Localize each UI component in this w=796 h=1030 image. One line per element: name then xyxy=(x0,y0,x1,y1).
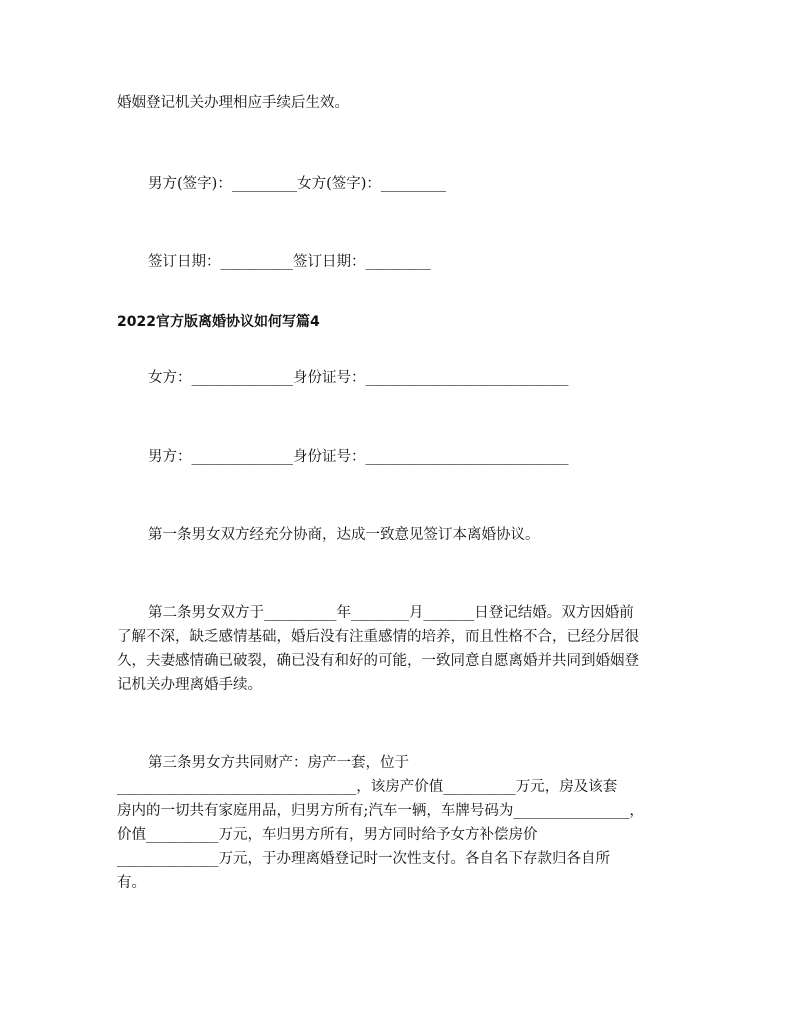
article-3-line: 第三条男女方共同财产：房产一套，位于 xyxy=(148,755,409,771)
article-1-text: 第一条男女双方经充分协商，达成一致意见签订本离婚协议。 xyxy=(148,527,540,543)
female-party-line: 女方：______________身份证号：____________________________ xyxy=(148,370,569,386)
continuation-text: 婚姻登记机关办理相应手续后生效。 xyxy=(117,95,349,111)
article-2-line: 第二条男女双方于__________年________月_______日登记结婚。双方因婚前 xyxy=(148,605,634,621)
signature-line: 男方(签字)：_________女方(签字)：_________ xyxy=(148,176,447,192)
article-3-line: 有。 xyxy=(117,875,146,891)
section-heading: 2022官方版离婚协议如何写篇4 xyxy=(117,314,320,330)
article-2-line: 了解不深，缺乏感情基础，婚后没有注重感情的培养，而且性格不合，已经分居很 xyxy=(117,629,639,645)
article-3-line: 价值__________万元，车归男方所有，男方同时给予女方补偿房价 xyxy=(117,827,538,843)
article-3-line: ______________万元，于办理离婚登记时一次性支付。各自名下存款归各自所 xyxy=(117,851,610,867)
male-party-line: 男方：______________身份证号：____________________________ xyxy=(148,449,569,465)
signing-date-line: 签订日期：__________签订日期：_________ xyxy=(148,254,431,270)
article-2-line: 久，夫妻感情确已破裂，确已没有和好的可能，一致同意自愿离婚并共同到婚姻登 xyxy=(117,653,639,669)
article-3-line: _________________________________，该房产价值__________万元，房及该套 xyxy=(117,779,618,795)
article-2-line: 记机关办理离婚手续。 xyxy=(117,677,262,693)
article-3-line: 房内的一切共有家庭用品，归男方所有;汽车一辆，车牌号码为________________， xyxy=(117,803,644,819)
